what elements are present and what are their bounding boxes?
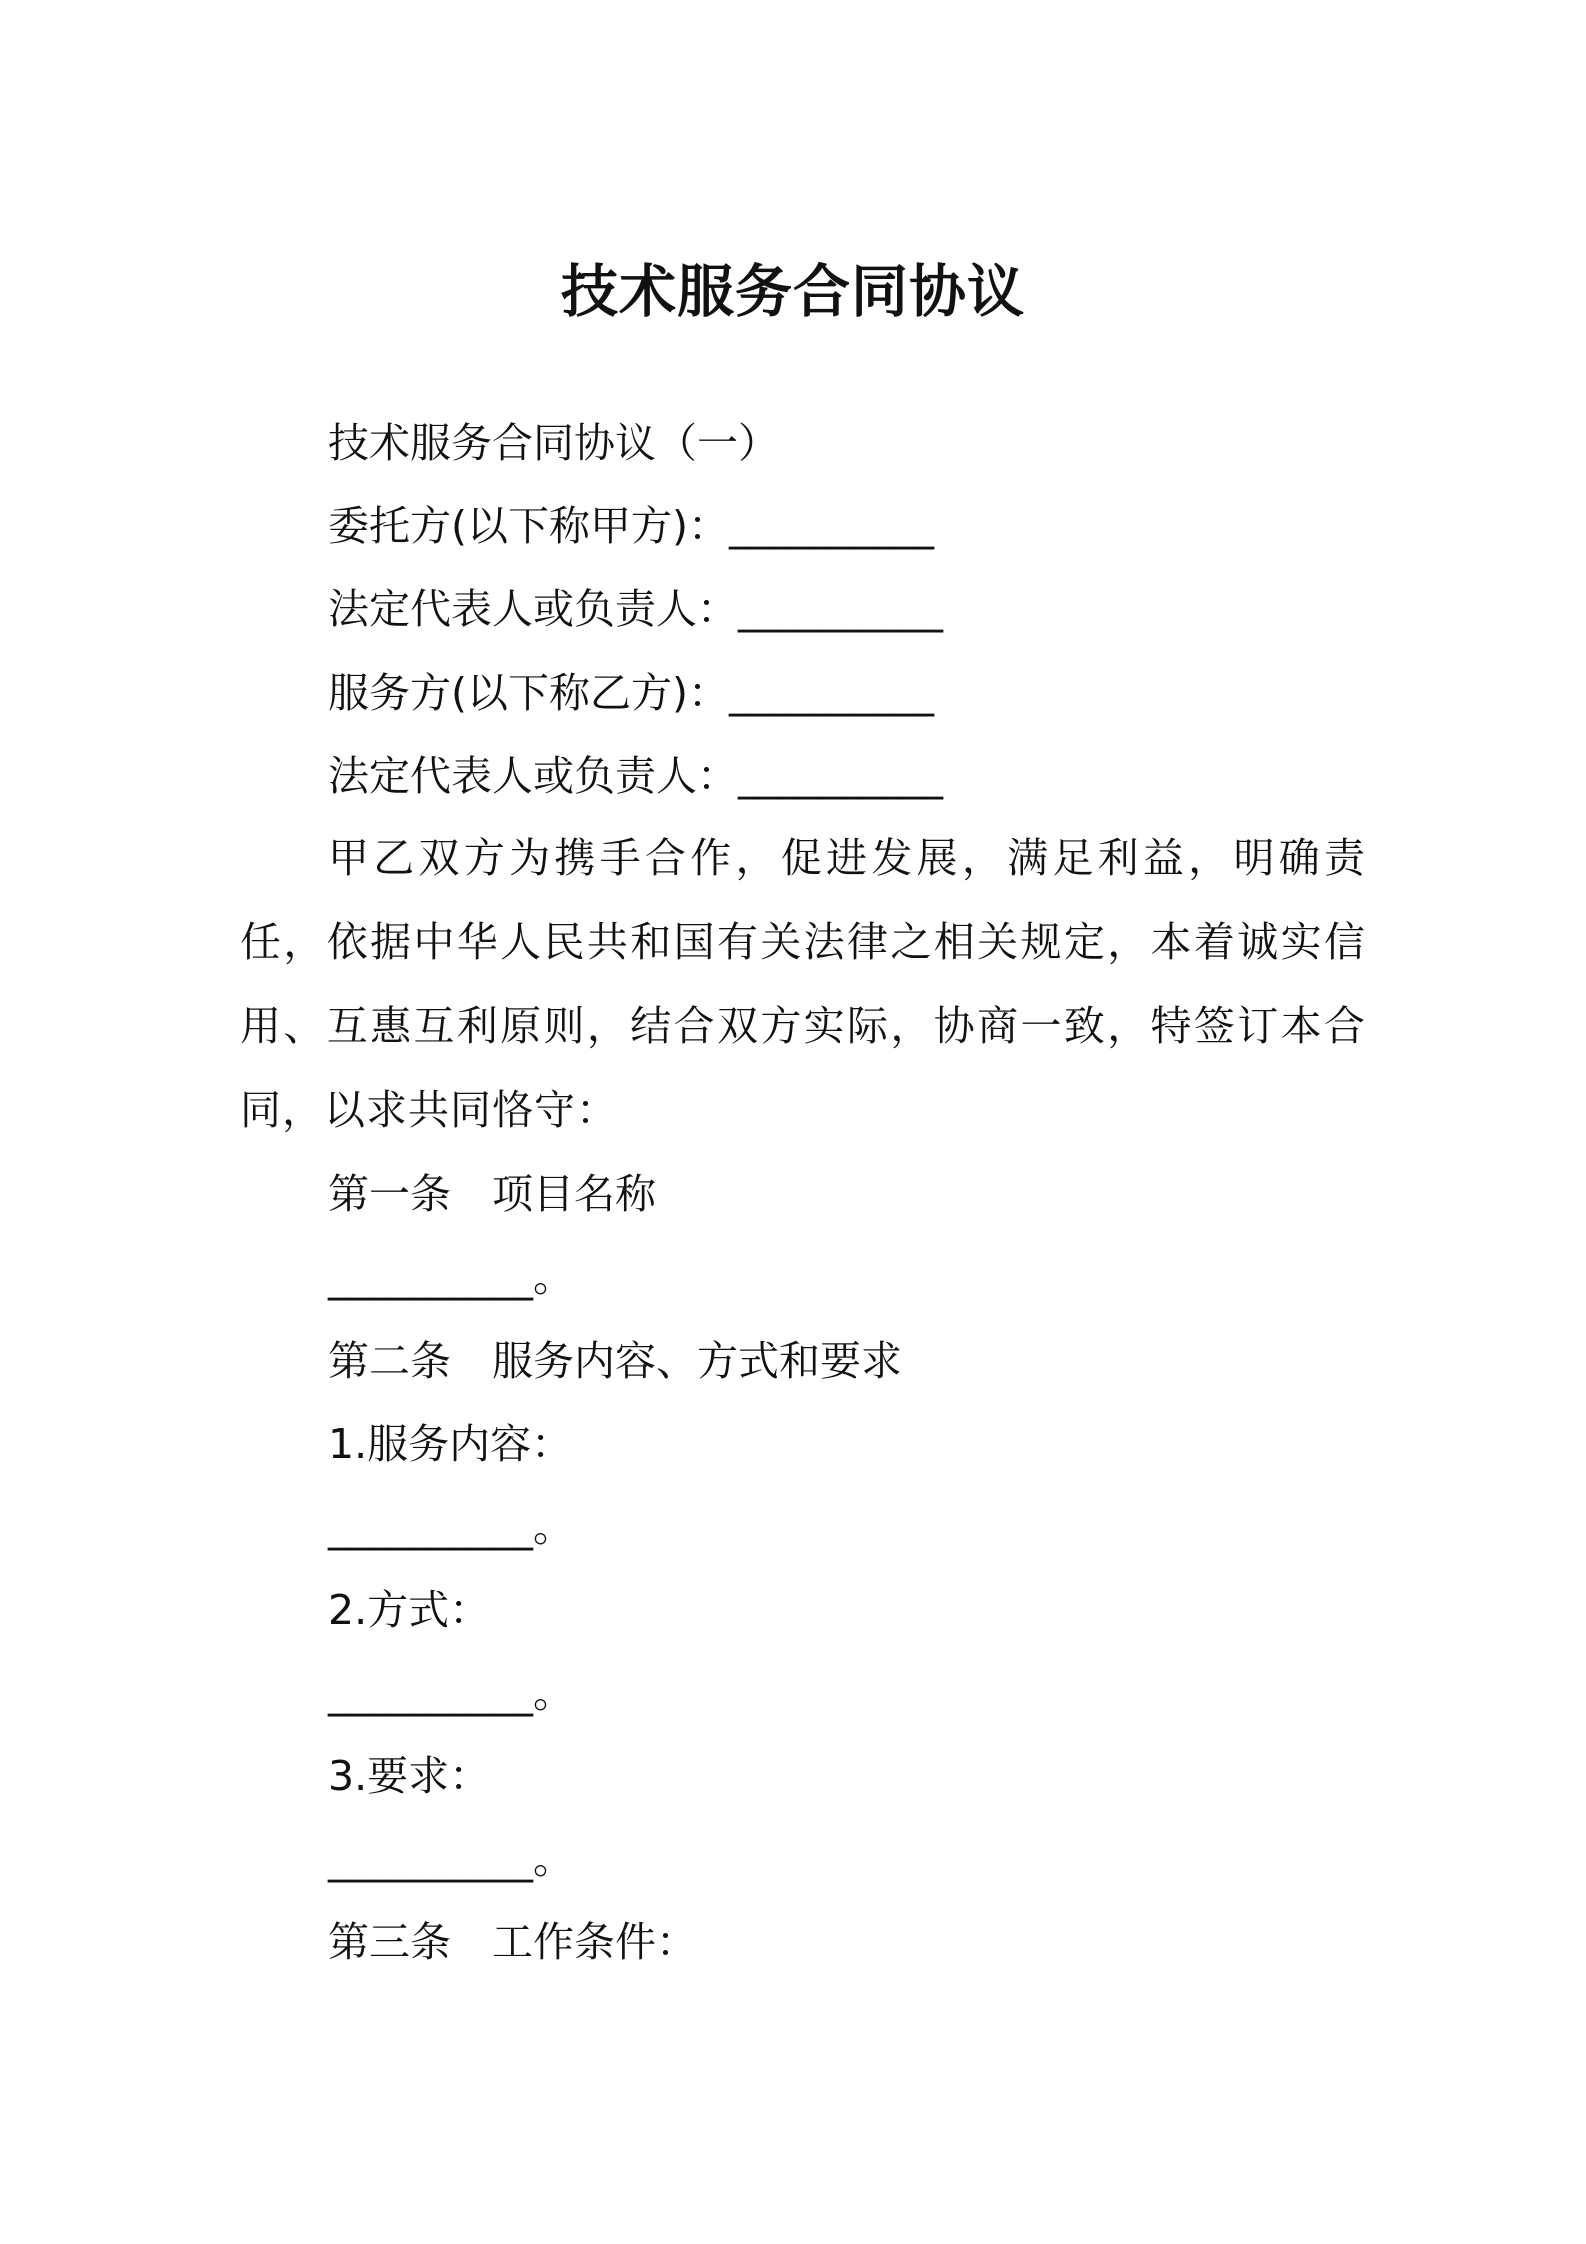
article-2-heading: 第二条 服务内容、方式和要求 bbox=[328, 1337, 902, 1385]
document-subtitle: 技术服务合同协议（一） bbox=[328, 419, 779, 467]
party-b-representative-line: 法定代表人或负责人：__________ bbox=[328, 752, 943, 800]
item-1-blank: __________。 bbox=[328, 1503, 574, 1551]
item-3-blank: __________。 bbox=[328, 1835, 574, 1883]
article-1-heading: 第一条 项目名称 bbox=[328, 1170, 656, 1218]
article-3-heading: 第三条 工作条件： bbox=[328, 1918, 697, 1966]
article-1-blank: __________。 bbox=[328, 1253, 574, 1301]
party-a-representative-line: 法定代表人或负责人：__________ bbox=[328, 585, 943, 633]
party-a-line: 委托方(以下称甲方)：__________ bbox=[328, 502, 934, 550]
item-3-label: 3.要求： bbox=[328, 1752, 491, 1800]
party-b-line: 服务方(以下称乙方)：__________ bbox=[328, 669, 934, 717]
item-2-blank: __________。 bbox=[328, 1669, 574, 1717]
document-title: 技术服务合同协议 bbox=[561, 259, 1025, 325]
item-2-label: 2.方式： bbox=[328, 1586, 491, 1634]
preamble-paragraph: 甲乙双方为携手合作，促进发展，满足利益，明确责任，依据中华人民共和国有关法律之相关规定，本着诚实信用、互惠互利原则，结合双方实际，协商一致，特签订本合同，以求共同恪守： bbox=[240, 834, 1366, 1134]
item-1-label: 1.服务内容： bbox=[328, 1420, 573, 1468]
